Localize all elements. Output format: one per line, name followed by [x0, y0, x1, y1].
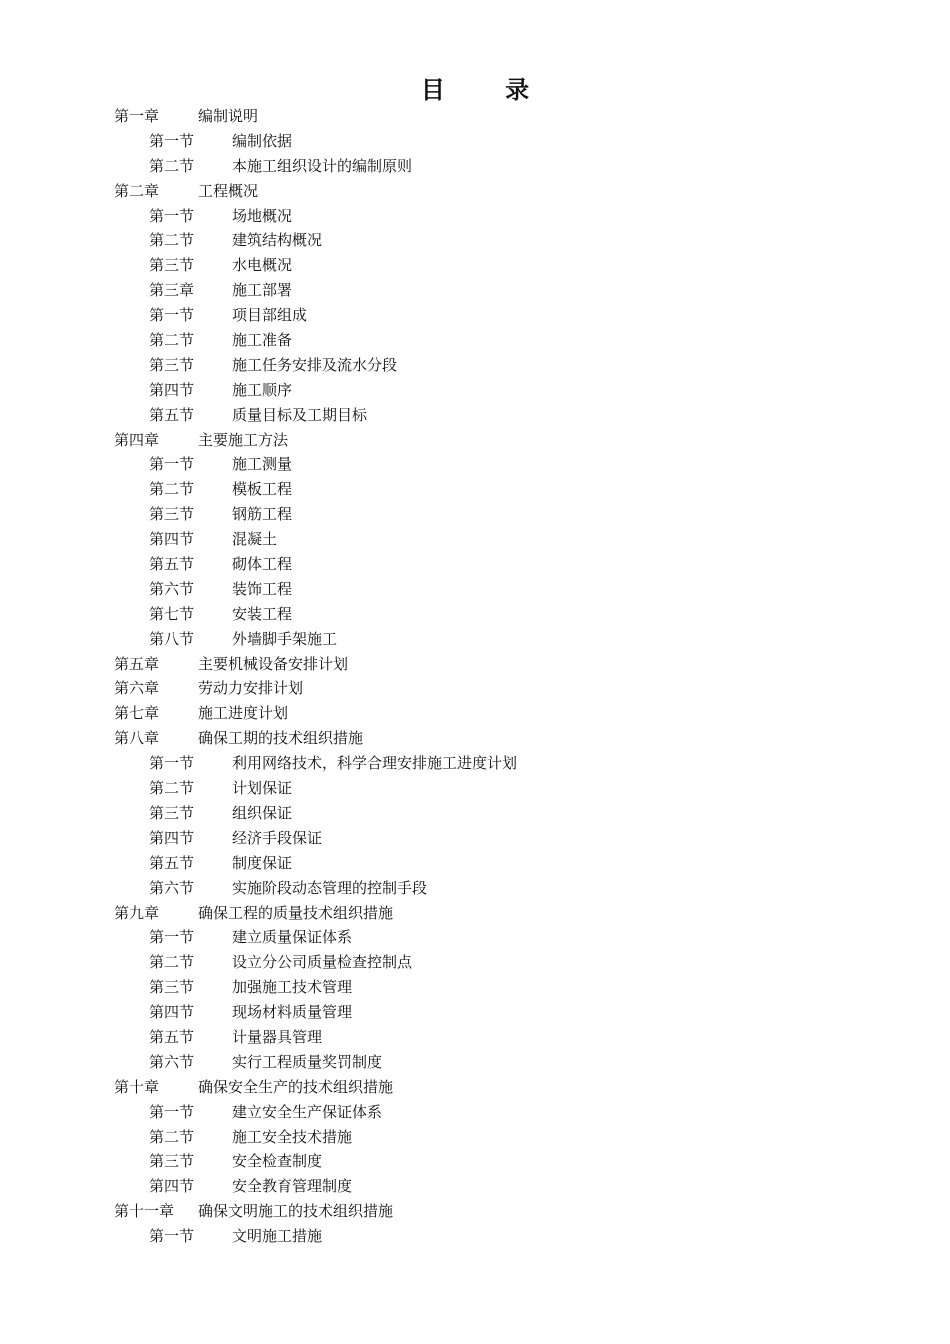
toc-section-entry [114, 228, 874, 253]
toc-entry-title: 组织保证 [232, 803, 293, 822]
toc-chapter-entry [114, 1075, 874, 1100]
toc-entry-number: 第五节 [149, 853, 195, 872]
toc-chapter-entry [114, 428, 874, 453]
toc-entry-title: 场地概况 [232, 206, 293, 225]
toc-entry-number: 第五节 [149, 405, 195, 424]
toc-entry-number: 第六章 [114, 679, 160, 698]
toc-entry-number: 第一节 [149, 131, 195, 150]
toc-section-entry [114, 1050, 874, 1075]
toc-chapter-entry [114, 104, 874, 129]
toc-entry-number: 第一节 [149, 928, 195, 947]
toc-entry-title: 施工准备 [232, 331, 293, 350]
toc-entry-number: 第七章 [114, 704, 160, 723]
toc-entry-title: 施工任务安排及流水分段 [232, 355, 398, 374]
toc-section-entry [114, 975, 874, 1000]
toc-entry-number: 第四节 [149, 530, 195, 549]
toc-entry-title: 设立分公司质量检查控制点 [232, 953, 413, 972]
toc-chapter-entry [114, 701, 874, 726]
toc-entry-title: 安全检查制度 [232, 1152, 323, 1171]
toc-section-entry [114, 154, 874, 179]
toc-entry-title: 确保文明施工的技术组织措施 [198, 1202, 394, 1221]
toc-section-entry [114, 1000, 874, 1025]
toc-entry-title: 制度保证 [232, 853, 293, 872]
toc-entry-number: 第九章 [114, 903, 160, 922]
toc-entry-number: 第二节 [149, 1127, 195, 1146]
toc-entry-title: 钢筋工程 [232, 505, 293, 524]
toc-entry-number: 第一节 [149, 206, 195, 225]
toc-entry-title: 装饰工程 [232, 579, 293, 598]
toc-entry-number: 第三节 [149, 505, 195, 524]
toc-section-entry [114, 950, 874, 975]
toc-section-entry [114, 477, 874, 502]
toc-entry-title: 砌体工程 [232, 555, 293, 574]
toc-section-entry [114, 1224, 874, 1249]
toc-entry-number: 第四节 [149, 1177, 195, 1196]
toc-entry-title: 质量目标及工期目标 [232, 405, 368, 424]
toc-section-entry [114, 751, 874, 776]
page-title: 目 录 [420, 75, 556, 104]
toc-entry-title: 确保安全生产的技术组织措施 [198, 1077, 394, 1096]
toc-entry-title: 工程概况 [198, 181, 259, 200]
toc-entry-number: 第二节 [149, 480, 195, 499]
toc-entry-title: 确保工期的技术组织措施 [198, 729, 364, 748]
toc-entry-title: 模板工程 [232, 480, 293, 499]
toc-entry-number: 第四节 [149, 828, 195, 847]
toc-section-entry [114, 876, 874, 901]
toc-section-entry [114, 378, 874, 403]
toc-entry-number: 第十一章 [114, 1202, 175, 1221]
toc-entry-title: 计划保证 [232, 779, 293, 798]
toc-entry-title: 计量器具管理 [232, 1027, 323, 1046]
toc-chapter-entry [114, 179, 874, 204]
toc-entry-title: 经济手段保证 [232, 828, 323, 847]
toc-entry-number: 第六节 [149, 579, 195, 598]
toc-section-entry [114, 925, 874, 950]
toc-section-entry [114, 1125, 874, 1150]
toc-chapter-entry [114, 676, 874, 701]
toc-entry-number: 第一章 [114, 107, 160, 125]
toc-section-entry [114, 204, 874, 229]
toc-entry-title: 加强施工技术管理 [232, 978, 353, 997]
toc-entry-number: 第一节 [149, 754, 195, 773]
toc-section-entry [114, 801, 874, 826]
toc-entry-title: 实施阶段动态管理的控制手段 [232, 878, 428, 897]
toc-entry-title: 实行工程质量奖罚制度 [232, 1052, 383, 1071]
toc-entry-number: 第四节 [149, 380, 195, 399]
toc-chapter-entry [114, 1199, 874, 1224]
toc-entry-number: 第五节 [149, 555, 195, 574]
toc-entry-title: 建立质量保证体系 [232, 928, 353, 947]
toc-entry-number: 第三节 [149, 1152, 195, 1171]
toc-entry-number: 第二节 [149, 331, 195, 350]
toc-entry-number: 第八节 [149, 629, 195, 648]
toc-entry-number: 第一节 [149, 306, 195, 325]
toc-entry-number: 第一节 [149, 1102, 195, 1121]
toc-entry-number: 第五节 [149, 1027, 195, 1046]
toc-entry-number: 第五章 [114, 654, 160, 673]
toc-entry-title: 外墙脚手架施工 [232, 629, 338, 648]
toc-section-entry [114, 602, 874, 627]
toc-section-entry [114, 577, 874, 602]
toc-section-entry [114, 527, 874, 552]
toc-entry-number: 第四节 [149, 1003, 195, 1022]
toc-entry-title: 主要机械设备安排计划 [198, 654, 349, 673]
toc-entry-title: 项目部组成 [232, 306, 308, 325]
toc-entry-title: 劳动力安排计划 [198, 679, 304, 698]
toc-entry-title: 施工部署 [232, 281, 293, 300]
toc-section-entry [114, 1100, 874, 1125]
toc-entry-title: 建筑结构概况 [232, 231, 323, 250]
toc-section-entry [114, 328, 874, 353]
toc-entry-title: 利用网络技术，科学合理安排施工进度计划 [232, 754, 518, 773]
toc-section-entry [114, 253, 874, 278]
toc-entry-number: 第三节 [149, 978, 195, 997]
toc-entry-title: 安全教育管理制度 [232, 1177, 353, 1196]
toc-entry-number: 第十章 [114, 1077, 160, 1096]
toc-section-entry [114, 826, 874, 851]
toc-entry-number: 第四章 [114, 430, 160, 449]
toc-entry-number: 第二节 [149, 156, 195, 175]
toc-entry-title: 施工进度计划 [198, 704, 289, 723]
toc-entry-number: 第一节 [149, 455, 195, 474]
toc-entry-number: 第三节 [149, 803, 195, 822]
toc-section-entry [114, 1149, 874, 1174]
toc-entry-number: 第三章 [149, 281, 195, 300]
toc-entry-title: 确保工程的质量技术组织措施 [198, 903, 394, 922]
toc-entry-title: 现场材料质量管理 [232, 1003, 353, 1022]
toc-entry-number: 第二节 [149, 953, 195, 972]
toc-entry-number: 第二节 [149, 779, 195, 798]
toc-entry-number: 第二章 [114, 181, 160, 200]
toc-section-entry [114, 1025, 874, 1050]
toc-entry-title: 施工安全技术措施 [232, 1127, 353, 1146]
toc-chapter-entry [114, 901, 874, 926]
toc-entry-title: 混凝土 [232, 530, 278, 549]
toc-entry-title: 文明施工措施 [232, 1227, 323, 1246]
toc-entry-number: 第一节 [149, 1227, 195, 1246]
toc-section-entry [114, 1174, 874, 1199]
toc-entry-title: 安装工程 [232, 604, 293, 623]
toc-entry-title: 主要施工方法 [198, 430, 289, 449]
toc-section-entry [114, 452, 874, 477]
toc-entry-number: 第八章 [114, 729, 160, 748]
toc-entry-number: 第六节 [149, 1052, 195, 1071]
toc-entry-title: 施工测量 [232, 455, 293, 474]
toc-entry-number: 第三节 [149, 256, 195, 275]
toc-section-entry [114, 627, 874, 652]
toc-entry-number: 第三节 [149, 355, 195, 374]
toc-section-entry [114, 502, 874, 527]
toc-entry-title: 编制说明 [198, 107, 259, 125]
toc-section-entry [114, 353, 874, 378]
toc-entry-number: 第七节 [149, 604, 195, 623]
toc-section-entry [114, 776, 874, 801]
toc-entry-title: 编制依据 [232, 131, 293, 150]
toc-section-entry [114, 303, 874, 328]
toc-entry-number: 第六节 [149, 878, 195, 897]
toc-chapter-entry [114, 726, 874, 751]
toc-section-entry [114, 278, 874, 303]
toc-entry-title: 建立安全生产保证体系 [232, 1102, 383, 1121]
toc-entry-title: 施工顺序 [232, 380, 293, 399]
toc-entry-number: 第二节 [149, 231, 195, 250]
toc-list [114, 104, 874, 1249]
toc-entry-title: 本施工组织设计的编制原则 [232, 156, 413, 175]
toc-section-entry [114, 403, 874, 428]
toc-entry-title: 水电概况 [232, 256, 293, 275]
toc-section-entry [114, 129, 874, 154]
toc-section-entry [114, 851, 874, 876]
toc-section-entry [114, 552, 874, 577]
toc-chapter-entry [114, 652, 874, 677]
